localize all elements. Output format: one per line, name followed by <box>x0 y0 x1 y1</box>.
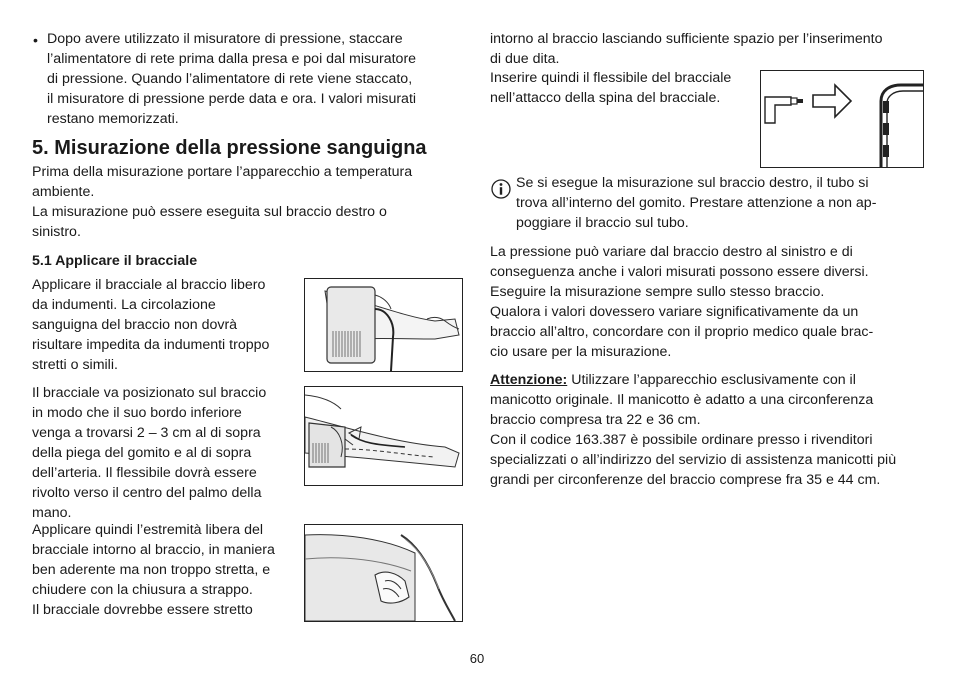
text-line: di pressione. Quando l’alimentatore di rete viene staccato, <box>47 71 413 87</box>
text-line: La misurazione può essere eseguita sul braccio destro o <box>32 204 387 220</box>
illustration-cuff-positioning <box>304 386 463 486</box>
text-line: Il bracciale dovrebbe essere stretto <box>32 602 253 618</box>
continuation-paragraph <box>490 29 930 69</box>
intro-paragraph <box>32 162 452 242</box>
text-line: chiudere con la chiusura a strappo. <box>32 582 253 598</box>
text-line: Qualora i valori dovessero variare significativamente da un <box>490 304 859 320</box>
insert-hose-paragraph <box>490 68 755 108</box>
text-line: bracciale intorno al braccio, in maniera <box>32 542 275 558</box>
text-line: trova all’interno del gomito. Prestare attenzione a non ap- <box>516 195 877 211</box>
section-title: 5. Misurazione della pressione sanguigna <box>32 137 427 159</box>
right-arm-note <box>516 173 926 233</box>
text-line: in modo che il suo bordo inferiore <box>32 405 242 421</box>
apply-paragraph-3 <box>32 520 300 620</box>
text-line: La pressione può variare dal braccio destro al sinistro e di <box>490 244 853 260</box>
bullet-marker: • <box>33 33 38 49</box>
attention-label: Attenzione: <box>490 372 568 388</box>
page-number: 60 <box>469 651 485 666</box>
text-line: cio usare per la misurazione. <box>490 344 672 360</box>
text-line: di due dita. <box>490 51 560 67</box>
text-line: Con il codice 163.387 è possibile ordinare presso i rivenditori <box>490 432 873 448</box>
text-line: Inserire quindi il flessibile del bracciale <box>490 70 732 86</box>
text-line: sinistro. <box>32 224 81 240</box>
illustration-hose-connector <box>760 70 924 168</box>
text-line: nell’attacco della spina del bracciale. <box>490 90 721 106</box>
text-line: Applicare quindi l’estremità libera del <box>32 522 264 538</box>
text-line: rivolto verso il centro del palmo della <box>32 485 262 501</box>
text-line: il misuratore di pressione perde data e ora. I valori misurati <box>47 91 417 107</box>
text-line <box>490 370 935 390</box>
text-line: restano memorizzati. <box>47 111 179 127</box>
text-line: Il bracciale va posizionato sul braccio <box>32 385 267 401</box>
text-line: braccio compresa tra 22 e 36 cm. <box>490 412 701 428</box>
illustration-cuff-on-arm <box>304 278 463 372</box>
text-line: manicotto originale. Il manicotto è adatto a una circonferenza <box>490 392 874 408</box>
text-line: mano. <box>32 505 72 521</box>
text-line: Eseguire la misurazione sempre sullo stesso braccio. <box>490 284 825 300</box>
text-line: Dopo avere utilizzato il misuratore di pressione, staccare <box>47 31 403 47</box>
text-line: Prima della misurazione portare l’apparecchio a temperatura <box>32 164 413 180</box>
text-line: braccio all’altro, concordare con il proprio medico quale brac- <box>490 324 874 340</box>
text-line: specializzati o all’indirizzo del servizio di assistenza manicotti più <box>490 452 897 468</box>
text-line: sanguigna del braccio non dovrà <box>32 317 238 333</box>
illustration-cuff-closing <box>304 524 463 622</box>
apply-paragraph-2 <box>32 383 297 523</box>
text-line: dell’arteria. Il flessibile dovrà essere <box>32 465 257 481</box>
bullet-paragraph <box>47 29 457 129</box>
text-line: stretti o simili. <box>32 357 118 373</box>
apply-paragraph-1 <box>32 275 297 375</box>
text-line: risultare impedita da indumenti troppo <box>32 337 270 353</box>
text-line: conseguenza anche i valori misurati possono essere diversi. <box>490 264 869 280</box>
text-line: l’alimentatore di rete prima dalla presa e poi dal misuratore <box>47 51 417 67</box>
text-line: della piega del gomito e al di sopra <box>32 445 252 461</box>
arrow-right-icon <box>813 85 851 117</box>
text-line: Se si esegue la misurazione sul braccio destro, il tubo si <box>516 175 869 191</box>
text-line: grandi per circonferenze del braccio comprese fra 35 e 44 cm. <box>490 472 881 488</box>
info-icon <box>491 179 511 199</box>
pressure-variation-paragraph <box>490 242 930 362</box>
plug-connector-icon <box>765 97 803 123</box>
text-line: intorno al braccio lasciando sufficiente spazio per l’inserimento <box>490 31 883 47</box>
text-line: Applicare il bracciale al braccio libero <box>32 277 266 293</box>
text-line: ambiente. <box>32 184 95 200</box>
text-line: poggiare il braccio sul tubo. <box>516 215 689 231</box>
attention-paragraph <box>490 370 935 490</box>
subsection-title: 5.1 Applicare il bracciale <box>32 253 198 269</box>
text-line: da indumenti. La circolazione <box>32 297 216 313</box>
text-line: venga a trovarsi 2 – 3 cm al di sopra <box>32 425 261 441</box>
attention-first-line: Utilizzare l’apparecchio esclusivamente con il <box>567 372 856 388</box>
text-line: ben aderente ma non troppo stretta, e <box>32 562 271 578</box>
